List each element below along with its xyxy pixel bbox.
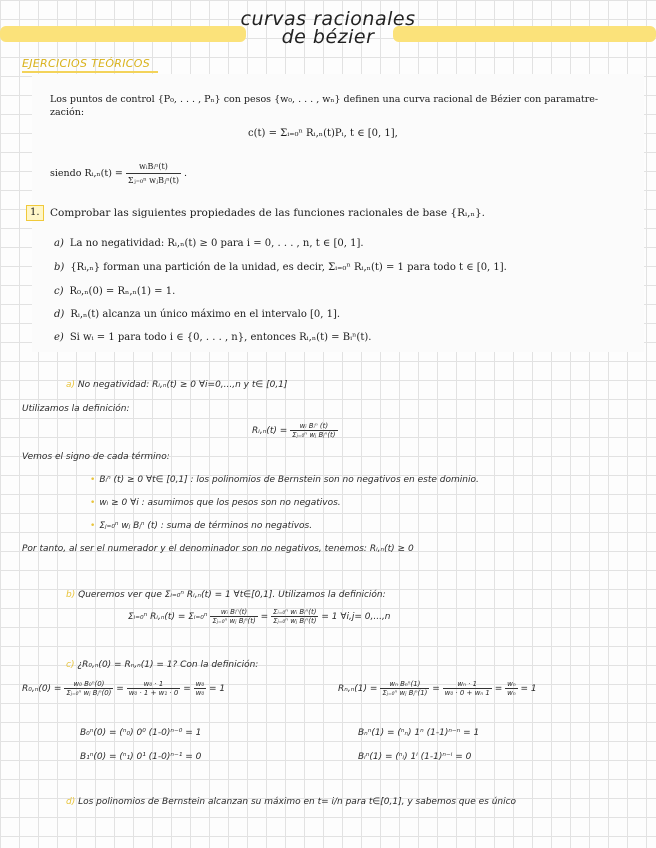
section-title: EJERCICIOS TEÓRICOS (22, 57, 150, 70)
note-c-left-line-2: B₁ⁿ(0) = (ⁿ₁) 0¹ (1-0)ⁿ⁻¹ = 0 (80, 752, 202, 762)
note-c-right-line-1: Bₙⁿ(1) = (ⁿₙ) 1ⁿ (1-1)ⁿ⁻ⁿ = 1 (358, 728, 480, 738)
note-c-right-line-2: Bᵢⁿ(1) = (ⁿᵢ) 1ⁱ (1-1)ⁿ⁻ⁱ = 0 (358, 752, 472, 762)
note-c-left-line-1: B₀ⁿ(0) = (ⁿ₀) 0⁰ (1-0)ⁿ⁻⁰ = 1 (80, 728, 202, 738)
note-b-equation: Σᵢ₌₀ⁿ Rᵢ,ₙ(t) = Σᵢ₌₀ⁿ $\frac{\text{wᵢ Bᵢⁿ(t)}}{\text{Σⱼ₌₀ⁿ wⱼ Bⱼⁿ(t)}}$ = $\frac{\text{Σᵢ₌₀ⁿ wᵢ Bᵢⁿ(t)}}{\text{Σⱼ₌₀ⁿ wⱼ Bⱼⁿ(t)}}$ = 1 ∀i,j= 0,...,n (128, 608, 391, 625)
page-title: curvas racionales de bézier (240, 8, 416, 48)
note-a-title: a) No negatividad: Rᵢ,ₙ(t) ≥ 0 ∀i=0,...,n y t∈ [0,1] (66, 380, 288, 390)
note-c-left-equation: R₀,ₙ(0) = $\frac{\text{w₀ B₀ⁿ(0)}}{\text{Σⱼ₌₀ⁿ wⱼ Bⱼⁿ(0)}}$ = $\frac{\text{w₀ · 1}}{\text{w₀ · 1 + w₁ · 0}}$ = $\frac{\text{w₀}}{\text{w₀}}$ = 1 (22, 680, 226, 697)
intro-equation: c(t) = Σᵢ₌₀ⁿ Rᵢ,ₙ(t)Pᵢ, t ∈ [0, 1], (248, 128, 398, 139)
note-d-text: d) Los polinomios de Bernstein alcanzan su máximo en t= i/n para t∈[0,1], y sabemos que es único (66, 797, 517, 807)
note-c-title: c) ¿R₀,ₙ(0) = Rₙ,ₙ(1) = 1? Con la definición: (66, 660, 259, 670)
note-a-bullet-3: • Σⱼ₌₀ⁿ wⱼ Bⱼⁿ (t) : suma de términos no negativos. (90, 521, 313, 531)
note-a-bullet-1: • Bᵢⁿ (t) ≥ 0 ∀t∈ [0,1] : los polinomios de Bernstein son no negativos en este dominio. (90, 475, 479, 485)
note-a-definition: Rᵢ,ₙ(t) = $\frac{\text{wᵢ Bᵢⁿ (t)}}{\text{Σⱼ₌₀ⁿ wⱼ Bⱼⁿ(t)}}$ (252, 422, 336, 439)
note-c-right-equation: Rₙ,ₙ(1) = $\frac{\text{wₙ Bₙⁿ(1)}}{\text{Σⱼ₌₀ⁿ wⱼ Bⱼⁿ(1)}}$ = $\frac{\text{wₙ · 1}}{\text{w₀ · 0 + wₙ 1}}$ = $\frac{\text{wₙ}}{\text{wₙ}}$ = 1 (338, 680, 537, 697)
intro-text: Los puntos de control {P₀, . . . , Pₙ} con pesos {w₀, . . . , wₙ} definen una curva racional de Bézier con paramatre- zación: (50, 94, 599, 118)
note-a-conclusion: Por tanto, al ser el numerador y el denominador son no negativos, tenemos: Rᵢ,ₙ(t) ≥ 0 (22, 544, 414, 554)
exercise-item-e: e) Si wᵢ = 1 para todo i ∈ {0, . . . , n}, entonces Rᵢ,ₙ(t) = Bᵢⁿ(t). (54, 332, 372, 343)
note-a-bullet-2: • wᵢ ≥ 0 ∀i : asumimos que los pesos son no negativos. (90, 498, 341, 508)
intro-where: siendo Rᵢ,ₙ(t) = $\frac{\text{wᵢBᵢⁿ(t)}}{\text{Σⱼ₌₀ⁿ wⱼBⱼⁿ(t)}}$ . (50, 162, 188, 185)
note-b-title: b) Queremos ver que Σᵢ₌₀ⁿ Rᵢ,ₙ(t) = 1 ∀t∈[0,1]. Utilizamos la definición: (66, 590, 386, 600)
exercise-item-b: b) {Rᵢ,ₙ} forman una partición de la unidad, es decir, Σᵢ₌₀ⁿ Rᵢ,ₙ(t) = 1 para todo t ∈ [0, 1]. (54, 262, 507, 273)
exercise-statement: Comprobar las siguientes propiedades de las funciones racionales de base {Rᵢ,ₙ}. (50, 207, 486, 219)
note-a-sign: Vemos el signo de cada término: (22, 452, 170, 462)
exercise-item-a: a) La no negatividad: Rᵢ,ₙ(t) ≥ 0 para i = 0, . . . , n, t ∈ [0, 1]. (54, 238, 364, 249)
exercise-item-c: c) R₀,ₙ(0) = Rₙ,ₙ(1) = 1. (54, 286, 176, 297)
note-a-use-definition: Utilizamos la definición: (22, 404, 130, 414)
exercise-number: 1. (30, 207, 40, 218)
exercise-item-d: d) Rᵢ,ₙ(t) alcanza un único máximo en el intervalo [0, 1]. (54, 309, 341, 320)
